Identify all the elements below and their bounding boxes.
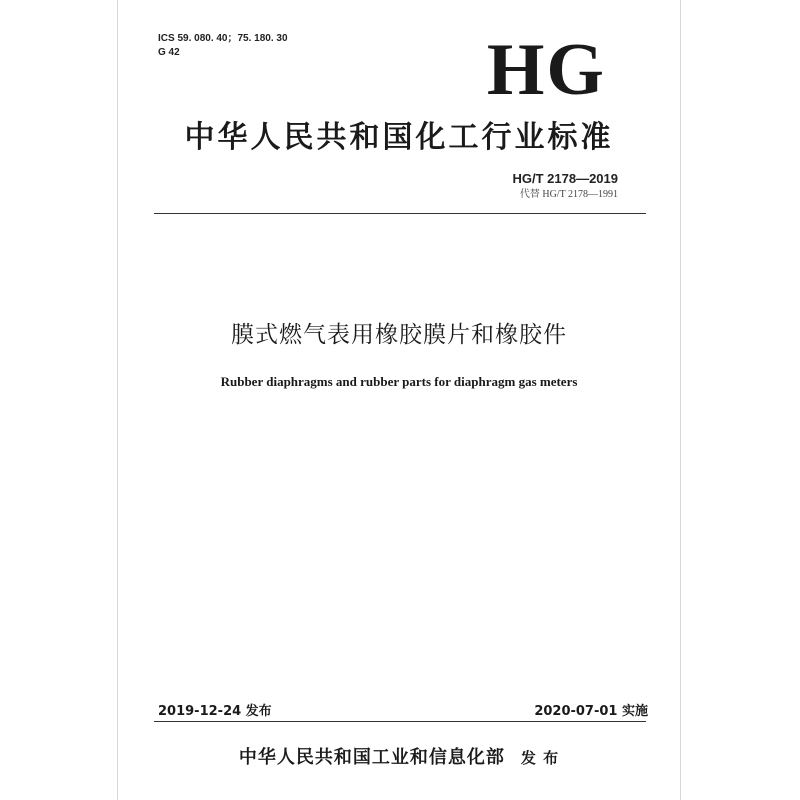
ics-code: ICS 59. 080. 40；75. 180. 30 — [158, 33, 288, 44]
publish-date: 2019-12-24 发布 — [158, 704, 272, 719]
publisher — [118, 743, 680, 769]
hg-logo: HG — [486, 29, 606, 111]
title-english: Rubber diaphragms and rubber parts for diaphragm gas meters — [220, 374, 578, 389]
title-chinese: 膜式燃气表用橡胶膜片和橡胶件 — [231, 322, 567, 348]
implement-date: 2020-07-01 实施 — [534, 704, 648, 719]
issue-label: 发 布 — [520, 749, 560, 767]
standard-number: HG/T 2178—2019 — [512, 171, 618, 186]
footer-divider — [154, 721, 646, 722]
ics-classification — [158, 32, 288, 60]
document-cover — [117, 0, 681, 800]
standard-category: 中华人民共和国化工行业标准 — [184, 120, 614, 155]
header-divider — [154, 213, 646, 214]
standard-number-block — [512, 170, 618, 202]
issuer-name: 中华人民共和国工业和信息化部 — [238, 747, 505, 768]
replaces-standard: 代替 HG/T 2178—1991 — [519, 189, 618, 200]
ccs-code: G 42 — [158, 47, 180, 58]
